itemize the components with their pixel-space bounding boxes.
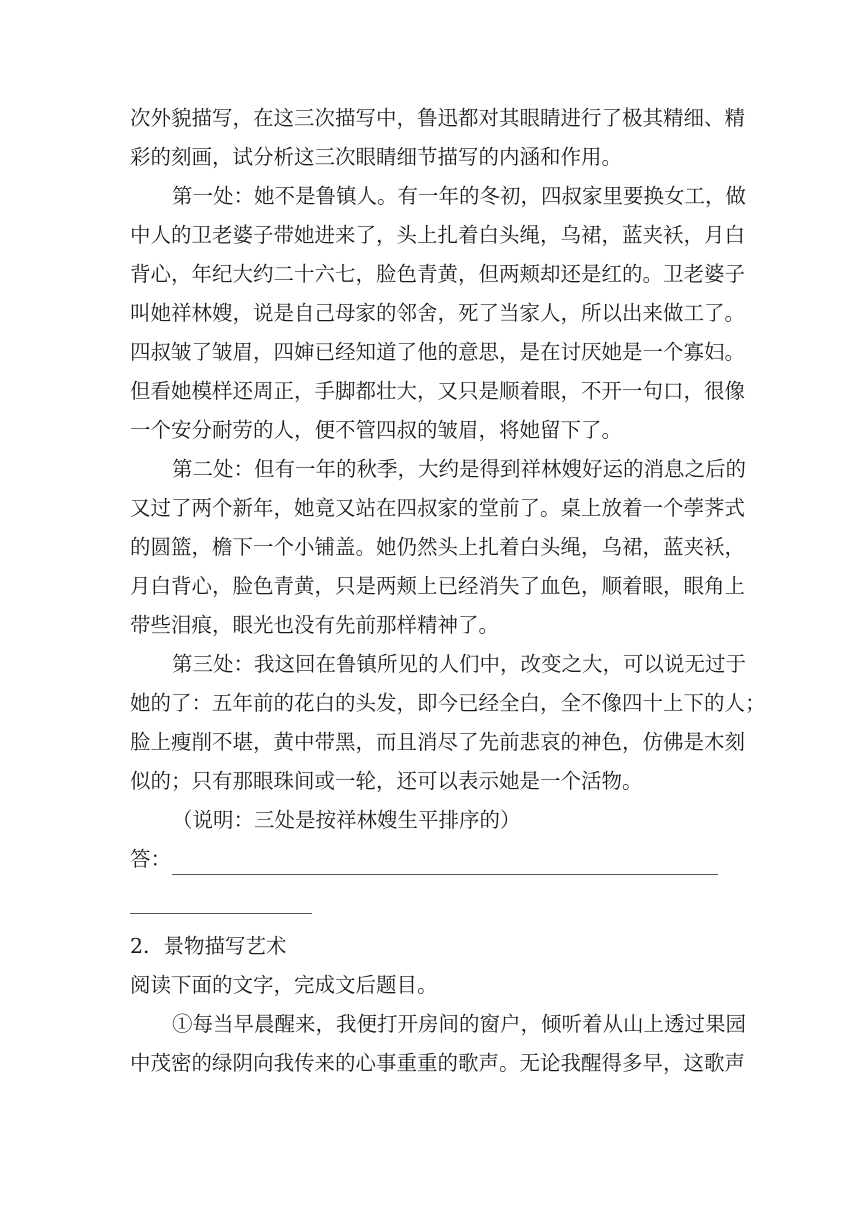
paragraph-first-excerpt: 第一处：她不是鲁镇人。有一年的冬初，四叔家里要换女工，做	[172, 184, 746, 208]
instruction-line: 阅读下面的文字，完成文后题目。	[130, 973, 438, 997]
answer-blank-line[interactable]	[172, 874, 718, 875]
text-line: 中茂密的绿阴向我传来的心事重重的歌声。无论我醒得多早，这歌声	[130, 1051, 745, 1075]
text-line: 背心，年纪大约二十六七，脸色青黄，但两颊却还是红的。卫老婆子	[130, 262, 745, 286]
text-line: 又过了两个新年，她竟又站在四叔家的堂前了。桌上放着一个荸荠式	[130, 496, 745, 520]
answer-label: 答：	[130, 847, 171, 871]
text-line: 四叔皱了皱眉，四婶已经知道了他的意思，是在讨厌她是一个寡妇。	[130, 340, 745, 364]
text-line: 脸上瘦削不堪，黄中带黑，而且消尽了先前悲哀的神色，仿佛是木刻	[130, 730, 745, 754]
text-line: 的圆篮，檐下一个小铺盖。她仍然头上扎着白头绳，乌裙，蓝夹袄，	[130, 535, 745, 559]
text-line: 似的；只有那眼珠间或一轮，还可以表示她是一个活物。	[130, 769, 643, 793]
paragraph-third-excerpt: 第三处：我这回在鲁镇所见的人们中，改变之大，可以说无过于	[172, 652, 746, 676]
section-heading: 2．景物描写艺术	[130, 934, 287, 958]
text-line: 叫她祥林嫂，说是自己母家的邻舍，死了当家人，所以出来做工了。	[130, 301, 745, 325]
note-line: （说明：三处是按祥林嫂生平排序的）	[172, 808, 521, 832]
text-line: 彩的刻画，试分析这三次眼睛细节描写的内涵和作用。	[130, 145, 622, 169]
text-line: 但看她模样还周正，手脚都壮大，又只是顺着眼，不开一句口，很像	[130, 379, 745, 403]
text-line: 月白背心，脸色青黄，只是两颊上已经消失了血色，顺着眼，眼角上	[130, 574, 745, 598]
text-line: 带些泪痕，眼光也没有先前那样精神了。	[130, 613, 499, 637]
text-line: 她的了：五年前的花白的头发，即今已经全白，全不像四十上下的人；	[130, 691, 766, 715]
paragraph-passage: ①每当早晨醒来，我便打开房间的窗户，倾听着从山上透过果园	[172, 1012, 746, 1036]
text-line: 次外貌描写，在这三次描写中，鲁迅都对其眼睛进行了极其精细、精	[130, 106, 745, 130]
answer-blank-line[interactable]	[130, 913, 312, 914]
text-line: 一个安分耐劳的人，便不管四叔的皱眉，将她留下了。	[130, 418, 622, 442]
text-line: 中人的卫老婆子带她进来了，头上扎着白头绳，乌裙，蓝夹袄，月白	[130, 223, 745, 247]
paragraph-second-excerpt: 第二处：但有一年的秋季，大约是得到祥林嫂好运的消息之后的	[172, 457, 746, 481]
